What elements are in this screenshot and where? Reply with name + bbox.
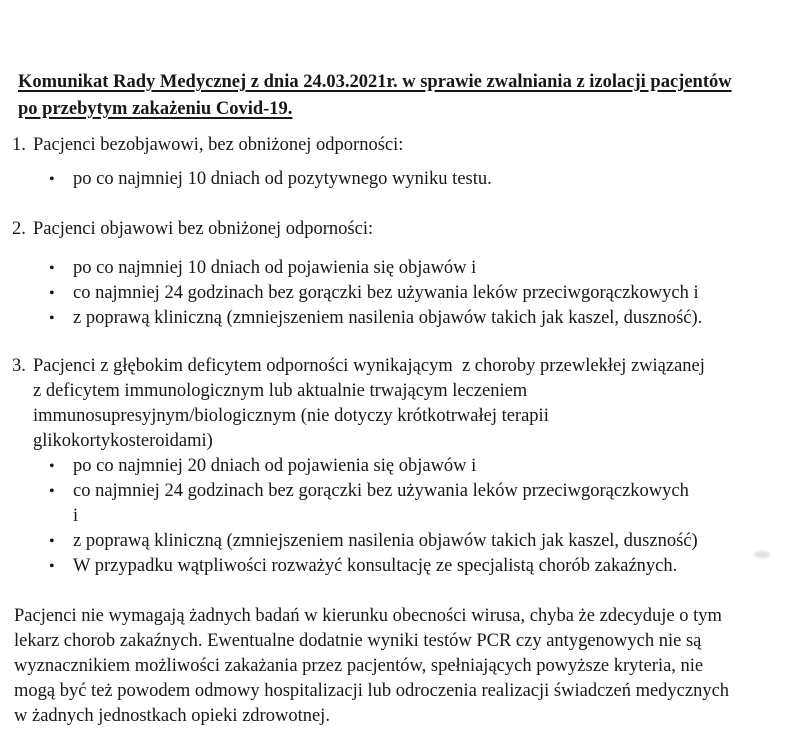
bullet-text: W przypadku wątpliwości rozważyć konsultację ze specjalistą chorób zakaźnych. (73, 556, 678, 576)
scanned-document-content (12, 69, 782, 729)
closing-paragraph-line-1: Pacjenci nie wymagają żadnych badań w kierunku obecności wirusa, chyba że zdecyduje o tym (14, 606, 722, 626)
item-3-bullet-1 (49, 454, 782, 479)
bullet-marker: • (49, 260, 55, 277)
bullet-text-continuation: i (73, 506, 79, 526)
bullet-marker: • (49, 533, 55, 550)
bullet-text: z poprawą kliniczną (zmniejszeniem nasilenia objawów takich jak kaszel, duszność). (73, 308, 703, 328)
item-3-bullets (12, 454, 782, 579)
item-2-bullets (12, 256, 782, 331)
item-3-heading-line-4: glikokortykosteroidami) (33, 431, 213, 451)
item-3-bullet-3 (49, 529, 782, 554)
document-title-line-2: po przebytym zakażeniu Covid-19. (18, 99, 293, 119)
scan-artifact (754, 551, 770, 558)
item-3-heading-line-3: immunosupresyjnym/biologicznym (nie dotyczy krótkotrwałej terapii (33, 406, 549, 426)
item-2-bullet-3 (49, 306, 782, 331)
bullet-text: po co najmniej 20 dniach od pojawienia się objawów i (73, 456, 477, 476)
bullet-text: po co najmniej 10 dniach od pozytywnego wyniku testu. (73, 169, 492, 189)
bullet-marker: • (49, 458, 55, 475)
item-2-number: 2. (12, 219, 26, 239)
closing-paragraph-line-4: mogą być też powodem odmowy hospitalizacji lub odroczenia realizacji świadczeń medycznych (14, 681, 730, 701)
bullet-marker: • (49, 483, 55, 500)
list-item-2 (12, 217, 782, 242)
item-1-bullet-1 (49, 167, 782, 192)
list-item-1 (12, 133, 782, 158)
bullet-text: po co najmniej 10 dniach od pojawienia się objawów i (73, 258, 477, 278)
item-3-bullet-4 (49, 554, 782, 579)
item-3-heading-row (12, 354, 782, 379)
list-item-3 (12, 354, 782, 454)
document-title-line-1: Komunikat Rady Medycznej z dnia 24.03.2021r. w sprawie zwalniania z izolacji pacjentów (18, 72, 732, 92)
bullet-marker: • (49, 558, 55, 575)
item-1-number: 1. (12, 135, 26, 155)
bullet-text: co najmniej 24 godzinach bez gorączki bez używania leków przeciwgorączkowych (73, 481, 689, 501)
closing-paragraph (14, 604, 782, 729)
item-3-bullet-2 (49, 479, 782, 529)
item-2-heading: Pacjenci objawowi bez obniżonej odporności: (33, 219, 374, 239)
bullet-marker: • (49, 310, 55, 327)
document-title (18, 69, 782, 123)
bullet-marker: • (49, 171, 55, 188)
item-2-bullet-1 (49, 256, 782, 281)
item-3-number: 3. (12, 356, 26, 376)
bullet-text-wrap (73, 479, 689, 529)
item-1-heading: Pacjenci bezobjawowi, bez obniżonej odporności: (33, 135, 404, 155)
item-3-heading-line-1: Pacjenci z głębokim deficytem odporności wynikającym z choroby przewlekłej związanej (33, 356, 705, 376)
bullet-text: co najmniej 24 godzinach bez gorączki bez używania leków przeciwgorączkowych i (73, 283, 699, 303)
bullet-marker: • (49, 285, 55, 302)
bullet-text: z poprawą kliniczną (zmniejszeniem nasilenia objawów takich jak kaszel, duszność) (73, 531, 698, 551)
closing-paragraph-line-5: w żadnych jednostkach opieki zdrowotnej. (14, 706, 330, 726)
item-3-heading-line-2: z deficytem immunologicznym lub aktualnie trwającym leczeniem (33, 381, 528, 401)
closing-paragraph-line-3: wyznacznikiem możliwości zakażania przez pacjentów, spełniających powyższe kryteria, nie (14, 656, 704, 676)
closing-paragraph-line-2: lekarz chorob zakaźnych. Ewentualne dodatnie wyniki testów PCR czy antygenowych nie są (14, 631, 702, 651)
item-2-bullet-2 (49, 281, 782, 306)
